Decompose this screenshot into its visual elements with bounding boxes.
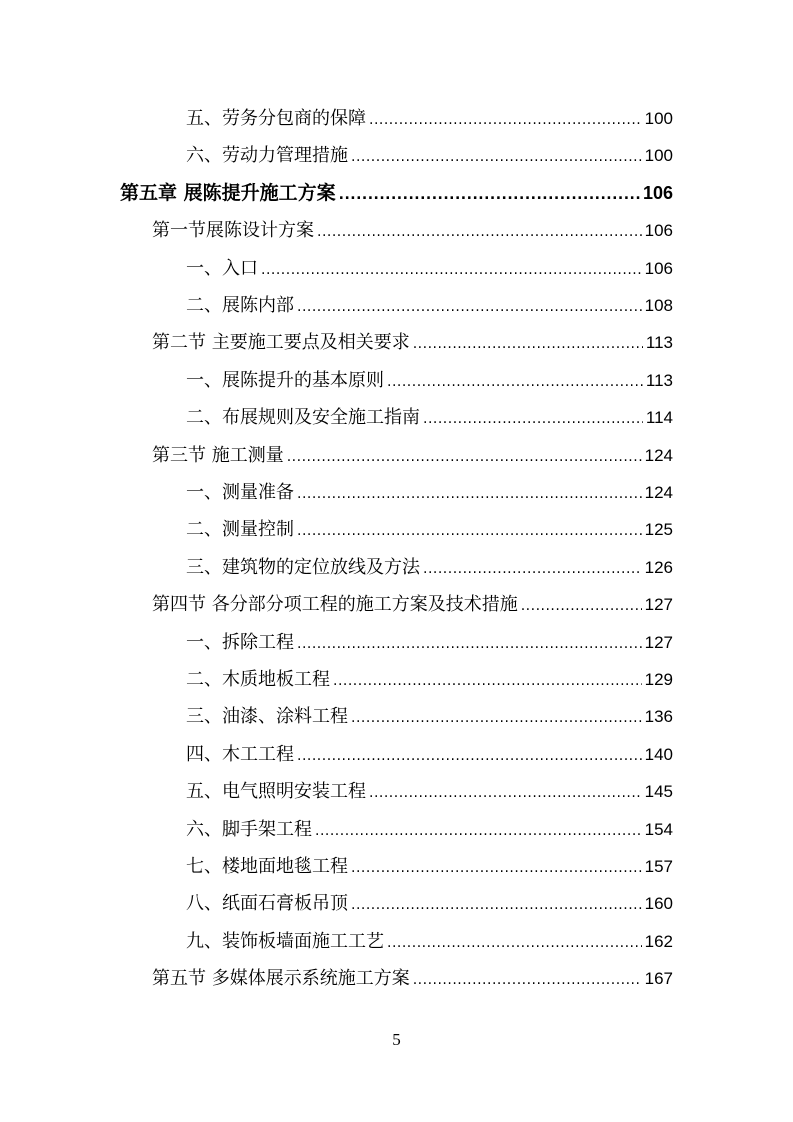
toc-dot-leader (351, 885, 642, 922)
toc-entry[interactable] (120, 175, 673, 212)
toc-dot-leader (297, 474, 642, 511)
toc-entry-page: 162 (644, 931, 673, 951)
toc-entry[interactable] (186, 773, 673, 810)
toc-entry[interactable] (186, 399, 673, 436)
toc-entry-title: 六、脚手架工程 (186, 818, 312, 840)
toc-entry-title: 一、入口 (186, 257, 258, 279)
toc-dot-leader (297, 511, 642, 548)
toc-entry-page: 154 (644, 819, 673, 839)
toc-dot-leader (317, 212, 642, 249)
toc-entry-title: 二、展陈内部 (186, 295, 294, 316)
toc-entry[interactable] (186, 736, 673, 773)
toc-entry[interactable] (186, 511, 673, 548)
toc-entry[interactable] (152, 324, 673, 361)
toc-entry-page: 140 (644, 744, 673, 764)
toc-entry-page: 157 (644, 857, 673, 876)
toc-entry-title: 三、油漆、涂料工程 (186, 706, 348, 728)
toc-entry-title: 五、劳务分包商的保障 (186, 108, 366, 129)
toc-dot-leader (387, 362, 643, 399)
toc-entry-title: 三、建筑物的定位放线及方法 (186, 556, 420, 578)
toc-dot-leader (521, 586, 642, 623)
toc-entry-page: 127 (644, 595, 673, 615)
toc-dot-leader (287, 437, 642, 474)
toc-entry-title: 一、测量准备 (186, 482, 294, 503)
toc-entry-title: 五、电气照明安装工程 (186, 781, 366, 803)
toc-entry-page: 129 (644, 670, 673, 689)
toc-entry-title: 一、展陈提升的基本原则 (186, 369, 384, 391)
toc-dot-leader (387, 923, 642, 960)
toc-entry-page: 114 (645, 408, 673, 428)
toc-entry[interactable] (186, 885, 673, 922)
toc-entry[interactable] (186, 661, 673, 698)
toc-entry-title: 第五节 多媒体展示系统施工方案 (152, 968, 410, 990)
toc-entry-page: 125 (644, 520, 673, 540)
toc-entry[interactable] (186, 100, 673, 137)
toc-entry-page: 136 (644, 707, 673, 727)
toc-entry[interactable] (152, 212, 673, 249)
toc-entry-page: 124 (644, 445, 673, 465)
toc-entry-page: 100 (644, 146, 673, 166)
toc-dot-leader (413, 960, 642, 997)
toc-entry[interactable] (186, 923, 673, 960)
toc-entry-title: 八、纸面石膏板吊顶 (186, 893, 348, 915)
toc-entry-title: 二、布展规则及安全施工指南 (186, 407, 420, 429)
page-number: 5 (392, 1030, 401, 1049)
toc-entry-page: 126 (644, 557, 673, 577)
toc-entry-title: 一、拆除工程 (186, 631, 294, 653)
toc-dot-leader (351, 698, 642, 735)
toc-dot-leader (297, 736, 642, 773)
toc-dot-leader (297, 624, 642, 661)
toc-entry-page: 145 (644, 782, 673, 802)
toc-dot-leader (351, 848, 642, 885)
toc-dot-leader (333, 661, 642, 698)
toc-entry-page: 108 (644, 296, 673, 315)
toc-entry-title: 第四节 各分部分项工程的施工方案及技术措施 (152, 594, 518, 616)
toc-entry-title: 二、测量控制 (186, 519, 294, 541)
toc-dot-leader (423, 549, 642, 586)
toc-entry-page: 106 (642, 182, 673, 203)
toc-entry[interactable] (186, 287, 673, 324)
toc-dot-leader (297, 287, 642, 324)
toc-entry-page: 124 (644, 483, 673, 502)
toc-entry-page: 160 (644, 894, 673, 914)
toc-dot-leader (369, 100, 642, 137)
toc-entry-page: 113 (645, 370, 673, 390)
toc-entry[interactable] (186, 549, 673, 586)
toc-entry-title: 第一节展陈设计方案 (152, 220, 314, 242)
toc-entry-title: 第三节 施工测量 (152, 444, 284, 466)
toc-entry[interactable] (186, 624, 673, 661)
toc-dot-leader (339, 175, 640, 212)
toc-entry-page: 127 (644, 632, 673, 652)
toc-entry[interactable] (186, 848, 673, 885)
toc-entry-page: 100 (644, 109, 673, 128)
toc-entry-title: 第五章 展陈提升施工方案 (120, 181, 336, 204)
toc-dot-leader (369, 773, 642, 810)
toc-entry[interactable] (186, 250, 673, 287)
toc-entry[interactable] (186, 362, 673, 399)
toc-dot-leader (261, 250, 642, 287)
toc-entry-title: 四、木工工程 (186, 743, 294, 765)
toc-entry-title: 六、劳动力管理措施 (186, 145, 348, 167)
toc-entry-title: 七、楼地面地毯工程 (186, 856, 348, 877)
toc-entry[interactable] (186, 137, 673, 174)
toc-entry-title: 二、木质地板工程 (186, 669, 330, 690)
toc-dot-leader (423, 399, 643, 436)
toc-entry[interactable] (186, 474, 673, 511)
toc-entry-title: 第二节 主要施工要点及相关要求 (152, 332, 410, 354)
toc-entry-page: 106 (644, 258, 673, 278)
toc-entry[interactable] (186, 698, 673, 735)
toc-entry[interactable] (152, 586, 673, 623)
toc-entry[interactable] (186, 811, 673, 848)
toc-dot-leader (315, 811, 642, 848)
toc-entry-page: 167 (644, 969, 673, 989)
toc-entry[interactable] (152, 437, 673, 474)
toc-entry[interactable] (152, 960, 673, 997)
toc-dot-leader (413, 324, 643, 361)
toc-entry-title: 九、装饰板墙面施工工艺 (186, 930, 384, 952)
toc-entry-page: 113 (645, 333, 673, 353)
toc-dot-leader (351, 137, 642, 174)
toc-entry-page: 106 (644, 221, 673, 241)
